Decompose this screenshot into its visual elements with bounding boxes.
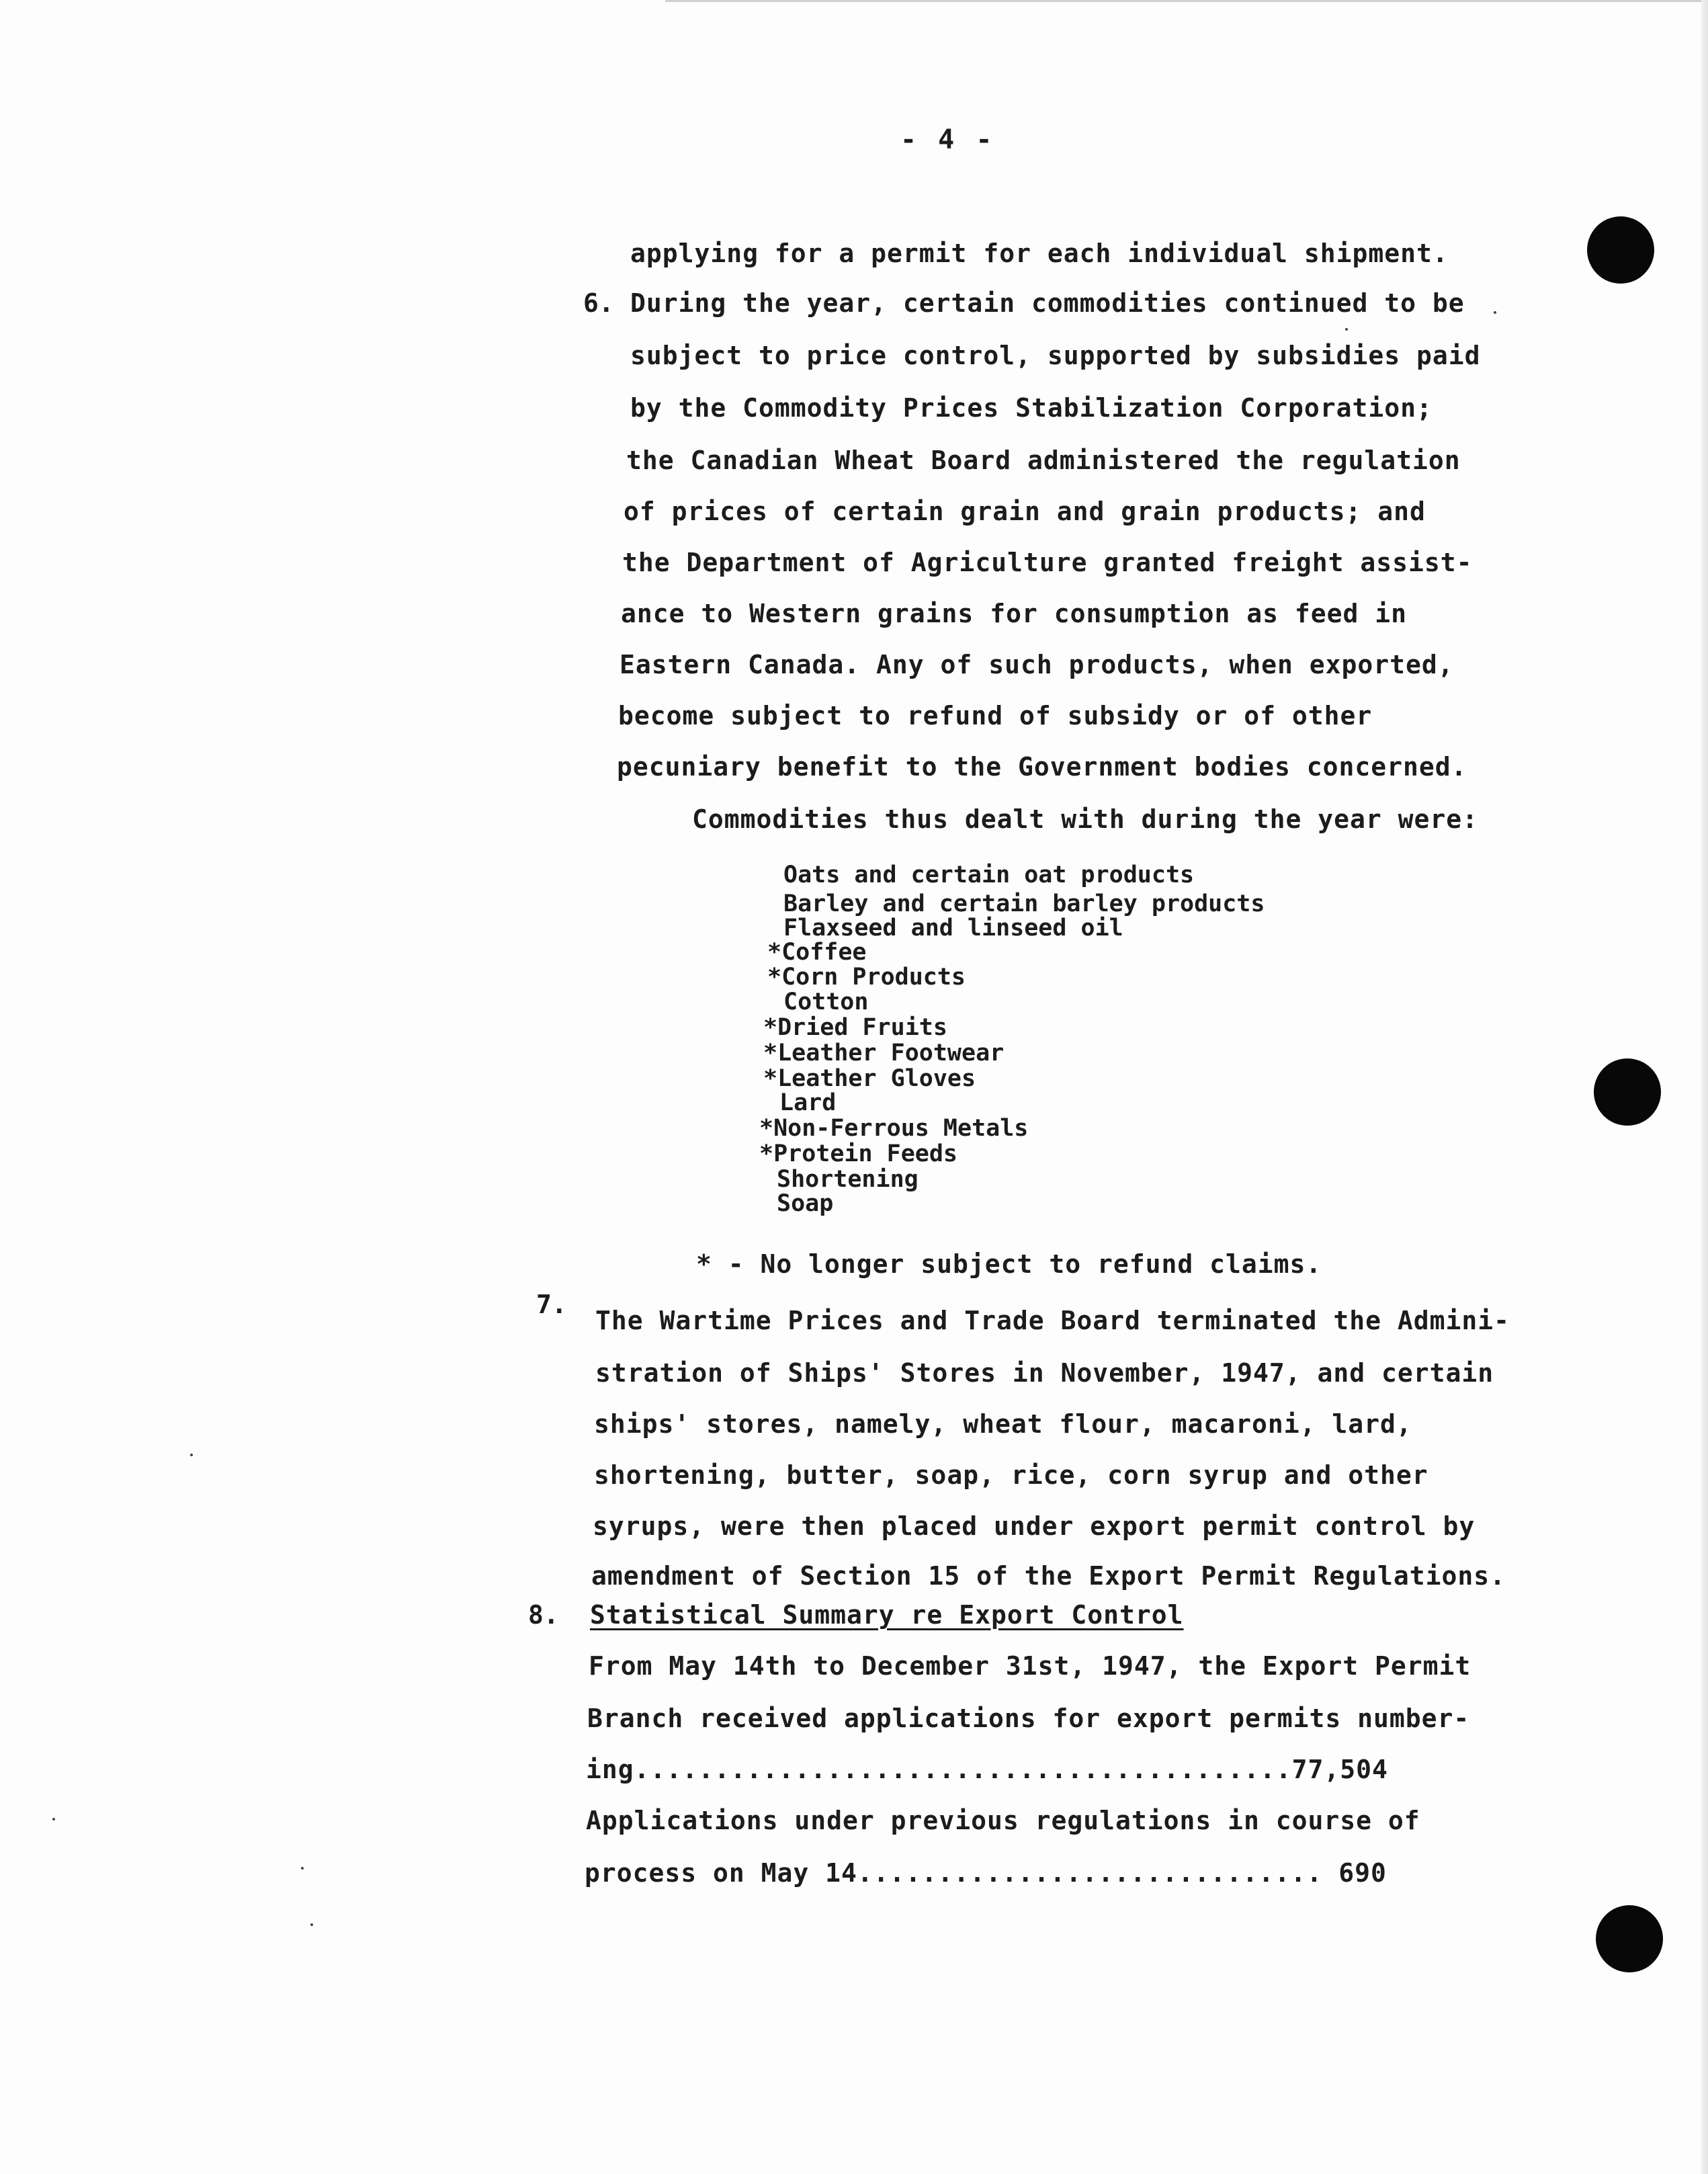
commodity-item: Flaxseed and linseed oil xyxy=(783,915,1123,942)
text-line: the Canadian Wheat Board administered the regulation xyxy=(626,446,1461,475)
text-line: From May 14th to December 31st, 1947, the Export Permit xyxy=(589,1651,1471,1681)
commodity-item: Soap xyxy=(777,1190,834,1217)
text-line: become subject to refund of subsidy or of other xyxy=(618,701,1373,730)
scan-speck xyxy=(1345,328,1348,331)
text-line: Commodities thus dealt with during the year were: xyxy=(692,804,1479,834)
text-line: process on May 14............................. 690 xyxy=(585,1858,1387,1888)
text-line: The Wartime Prices and Trade Board terminated the Admini- xyxy=(595,1306,1510,1335)
footnote: * - No longer subject to refund claims. xyxy=(696,1249,1322,1279)
text-line: applying for a permit for each individual shipment. xyxy=(630,239,1449,268)
text-line: During the year, certain commodities continued to be xyxy=(630,288,1465,318)
commodity-item: Shortening xyxy=(777,1166,919,1193)
text-line: ing.........................................77,504 xyxy=(586,1755,1388,1784)
commodity-item: *Dried Fruits xyxy=(763,1014,947,1041)
text-line: subject to price control, supported by subsidies paid xyxy=(630,341,1481,370)
page-number: - 4 - xyxy=(900,124,995,155)
commodity-item: *Corn Products xyxy=(767,964,966,991)
punch-hole-top xyxy=(1587,216,1654,284)
punch-hole-bottom xyxy=(1596,1905,1663,1972)
text-line: pecuniary benefit to the Government bodies concerned. xyxy=(617,752,1467,782)
commodity-item: *Coffee xyxy=(767,939,867,966)
paragraph-number: 7. xyxy=(536,1290,567,1319)
commodity-item: *Leather Footwear xyxy=(763,1040,1005,1067)
scan-speck xyxy=(52,1818,55,1821)
scan-speck xyxy=(301,1867,304,1870)
paragraph-number: 8. xyxy=(528,1600,559,1630)
scan-edge-line xyxy=(665,0,1708,2)
text-line: amendment of Section 15 of the Export Permit Regulations. xyxy=(591,1561,1506,1591)
text-line: ships' stores, namely, wheat flour, macaroni, lard, xyxy=(594,1409,1412,1439)
text-line: shortening, butter, soap, rice, corn syrup and other xyxy=(594,1460,1428,1490)
commodity-item: Cotton xyxy=(783,989,869,1015)
scan-speck xyxy=(310,1923,313,1926)
text-line: of prices of certain grain and grain products; and xyxy=(624,497,1426,526)
commodity-item: Oats and certain oat products xyxy=(783,862,1195,888)
paragraph-number: 6. xyxy=(583,288,614,318)
text-line: the Department of Agriculture granted freight assist- xyxy=(622,548,1473,577)
text-line: by the Commodity Prices Stabilization Corporation; xyxy=(630,393,1433,423)
commodity-item: Lard xyxy=(779,1089,837,1116)
commodity-item: *Leather Gloves xyxy=(763,1065,976,1092)
commodity-item: *Protein Feeds xyxy=(759,1140,958,1167)
text-line: ance to Western grains for consumption as feed in xyxy=(621,599,1408,628)
page-edge-shadow xyxy=(1701,0,1708,2174)
punch-hole-middle xyxy=(1594,1058,1661,1126)
commodity-item: *Non-Ferrous Metals xyxy=(759,1115,1029,1142)
section-heading: Statistical Summary re Export Control xyxy=(590,1600,1184,1630)
scan-speck xyxy=(1494,311,1496,314)
text-line: syrups, were then placed under export permit control by xyxy=(593,1511,1476,1541)
commodity-item: Barley and certain barley products xyxy=(783,890,1265,917)
text-line: Branch received applications for export permits number- xyxy=(587,1704,1470,1733)
text-line: stration of Ships' Stores in November, 1947, and certain xyxy=(595,1358,1494,1388)
text-line: Eastern Canada. Any of such products, when exported, xyxy=(620,650,1454,679)
text-line: Applications under previous regulations in course of xyxy=(586,1806,1420,1835)
scan-speck xyxy=(190,1454,193,1456)
